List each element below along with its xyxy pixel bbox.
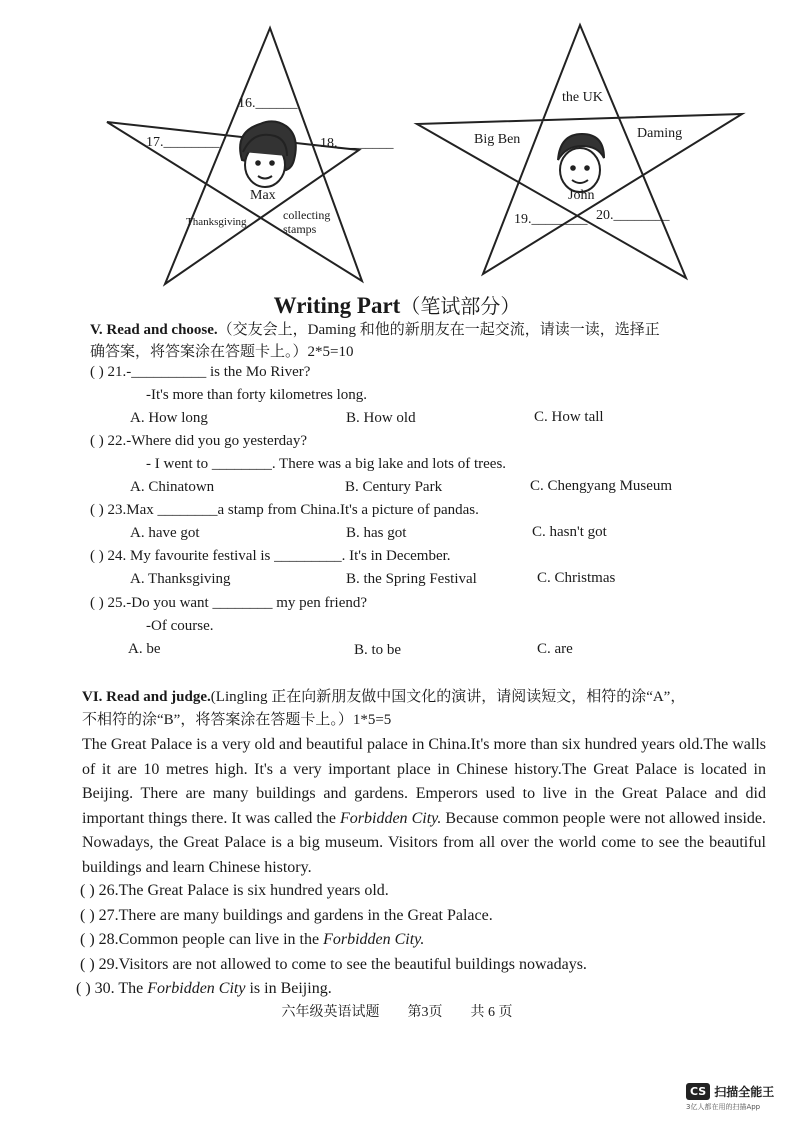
blank-17: 17.________ (146, 135, 220, 150)
left-star (107, 28, 362, 284)
judge-26-text: ( ) 26.The Great Palace is six hundred years old. (80, 882, 389, 899)
section5-heading-line (90, 319, 660, 341)
section5-instr2: 确答案，将答案涂在答题卡上。）2*5=10 (90, 344, 354, 360)
john-face-icon (558, 134, 604, 192)
q23-option-c: C. hasn't got (532, 524, 607, 540)
reading-passage (82, 733, 766, 880)
scanner-watermark (686, 1082, 774, 1112)
page-footer: 六年级英语试题 第3页 共 6 页 (281, 1005, 513, 1020)
question-25: ( ) 25.-Do you want ________ my pen friend? (90, 595, 368, 611)
section6-instr1: (Lingling 正在向新朋友做中国文化的演讲，请阅读短文，相符的涂“A”， (210, 689, 686, 705)
judge-29 (80, 956, 587, 974)
the-uk-label: the UK (562, 90, 603, 105)
q25-option-a: A. be (128, 641, 161, 657)
question-21: ( ) 21.-__________ is the Mo River? (90, 364, 311, 380)
question-22: ( ) 22.-Where did you go yesterday? (90, 433, 308, 449)
q23-option-a: A. have got (130, 525, 200, 541)
blank-19: 19.________ (514, 212, 588, 227)
q21-option-c: C. How tall (534, 409, 604, 425)
brand-name: 扫描全能王 (714, 1084, 775, 1099)
blank-18: 18.________ (320, 136, 394, 151)
section5-instr1: （交友会上，Daming 和他的新朋友在一起交流，请读一读，选择正 (217, 322, 660, 338)
blank-20: 20.________ (596, 208, 670, 223)
q25-option-b: B. to be (354, 642, 402, 658)
question-25-reply: -Of course. (146, 618, 214, 634)
question-24: ( ) 24. My favourite festival is _________. It's in December. (90, 548, 451, 564)
q24-option-c: C. Christmas (537, 570, 616, 586)
question-22-reply: - I went to ________. There was a big lake and lots of trees. (146, 456, 507, 472)
question-23: ( ) 23.Max ________a stamp from China.It's a picture of pandas. (90, 502, 479, 518)
judge-30 (76, 980, 332, 998)
q25-option-c: C. are (537, 641, 573, 657)
stamps-label: stamps (283, 222, 317, 236)
passage-forbidden-city: Forbidden City. (340, 809, 442, 827)
max-label: Max (250, 188, 276, 203)
title-cn: （笔试部分） (400, 296, 521, 318)
judge-27 (80, 907, 493, 925)
section6-instr2: 不相符的涂“B”，将答案涂在答题卡上。）1*5=5 (82, 712, 392, 728)
section6-heading: VI. Read and judge. (82, 689, 211, 705)
judge-30-post: is in Beijing. (245, 980, 332, 997)
camscanner-logo-icon: CS (686, 1083, 710, 1100)
blank-16: 16.______ (238, 96, 298, 111)
q22-option-a: A. Chinatown (130, 479, 215, 495)
section6-heading-line (82, 686, 685, 708)
max-face-icon (240, 121, 296, 187)
judge-26 (80, 882, 389, 900)
section5-heading: V. Read and choose. (90, 322, 218, 338)
q24-option-a: A. Thanksgiving (130, 571, 231, 587)
q21-option-a: A. How long (130, 410, 208, 426)
daming-label: Daming (637, 126, 683, 141)
passage-part-a: The Great Palace is a very old and beautiful palace in China.It's more than six hundred years old.The walls of it are 10 metres high. It's a very important place in Chinese history.The Great Palace is located in Beijing. There are many buildings and gardens. Emperors used to live in the Great Palace and did important things there. It was called the (82, 736, 766, 827)
q24-option-b: B. the Spring Festival (346, 571, 477, 587)
question-21-reply: -It's more than forty kilometres long. (146, 387, 367, 403)
john-label: John (568, 188, 595, 203)
brand-tagline: 3亿人都在用的扫描App (686, 1103, 761, 1111)
star-diagram (0, 0, 794, 300)
passage-part-b: Because common people were not allowed inside. Nowadays, the Great Palace is a big museum. Visitors from all over the world come to see the beautiful buildings and learn Chinese history. (82, 809, 767, 876)
q23-option-b: B. has got (346, 525, 407, 541)
judge-28-em: Forbidden City. (323, 931, 425, 948)
big-ben-label: Big Ben (474, 132, 521, 147)
q22-option-b: B. Century Park (345, 479, 443, 495)
judge-28 (80, 931, 424, 949)
q22-option-c: C. Chengyang Museum (530, 478, 673, 494)
judge-29-text: ( ) 29.Visitors are not allowed to come to see the beautiful buildings nowadays. (80, 956, 587, 973)
judge-30-text: ( ) 30. The (76, 980, 148, 997)
judge-27-text: ( ) 27.There are many buildings and gardens in the Great Palace. (80, 907, 493, 924)
q21-option-b: B. How old (346, 410, 416, 426)
judge-28-text: ( ) 28.Common people can live in the (80, 931, 324, 948)
collecting-label: collecting (283, 208, 331, 222)
title-en: Writing Part (273, 293, 401, 318)
judge-30-em: Forbidden City (147, 980, 246, 997)
thanksgiving-label: Thanksgiving (186, 216, 247, 228)
page-title (0, 290, 794, 319)
